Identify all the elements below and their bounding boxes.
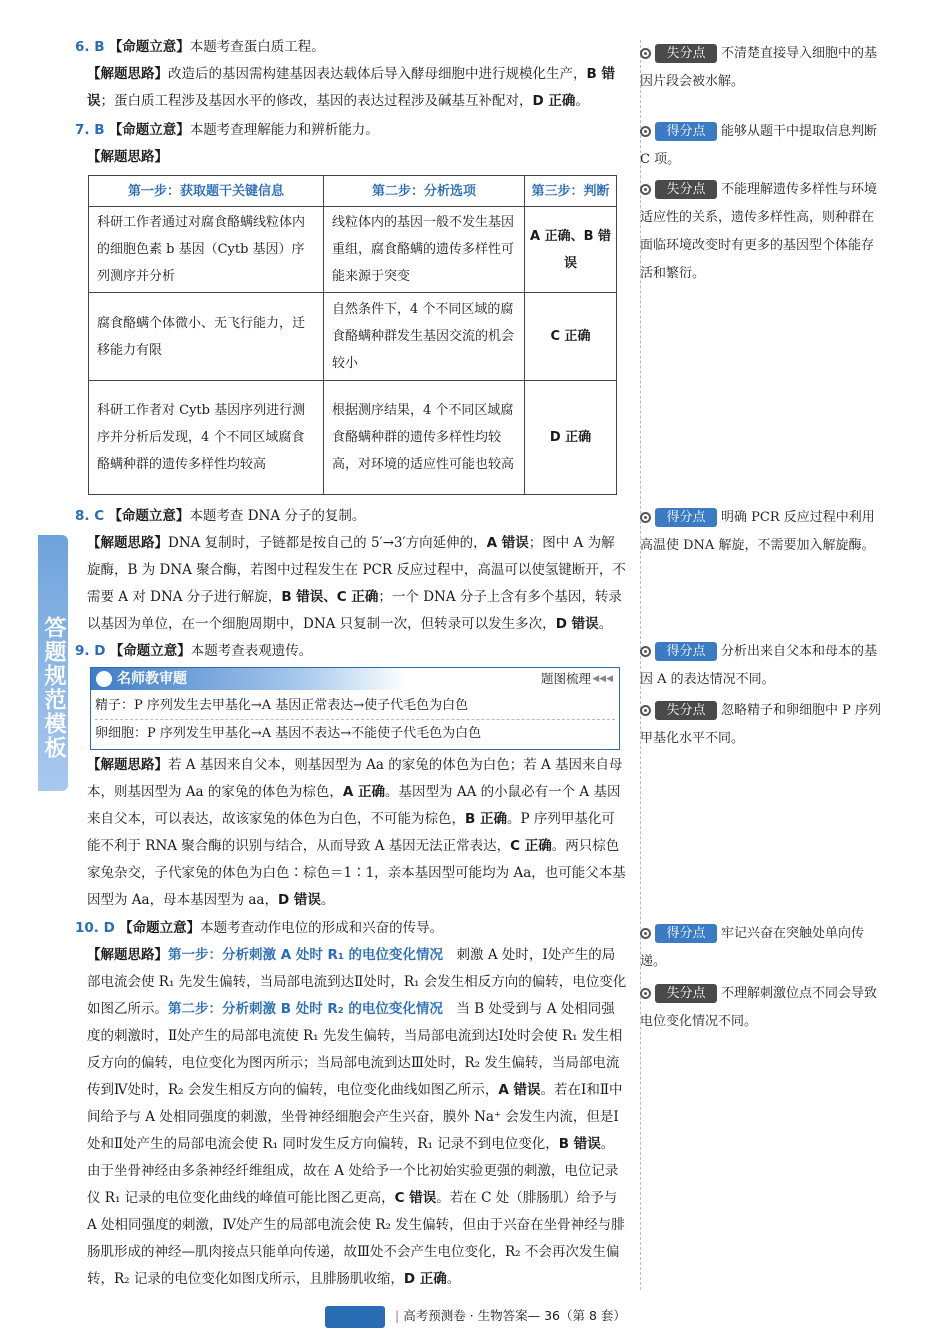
thinking-label: 【解题思路】 [87,757,168,773]
thinking-text: 。P 序列甲基化可能不利于 RNA 聚合酶的识别与结合，从而导致 A 基因无法正常表达， [87,811,615,854]
thinking-text: DNA 复制时，子链都是按自己的 5′→3′方向延伸的， [168,535,487,551]
table-cell: A 正确、B 错误 [525,207,617,293]
question-8 [75,503,627,530]
intent-text: 本题考查表观遗传。 [190,643,313,659]
sidenote [640,920,885,976]
thinking-text: 。 [575,93,589,109]
question-number: 6. B [75,39,105,55]
thinking-text: 改造后的基因需构建基因表达载体后导入酵母细胞中进行规模化生产， [168,66,587,82]
verdict: D 错误 [277,892,321,908]
table-cell: 自然条件下，4 个不同区域的腐食酪螨种群发生基因交流的机会较小 [324,293,525,381]
sidenote-text: 能够从题干中提取信息判断 C 项。 [640,124,878,167]
thinking-text: 刺激 A 处时，Ⅰ处产生的局部电流会使 R₁ 先发生偏转，当局部电流到达Ⅱ处时，R₁ 会发生相反方向的偏转，电位变化如图乙所示。 [87,947,627,1017]
thinking-text: 。若在Ⅰ和Ⅱ中间给予与 A 处相同强度的刺激，坐骨神经细胞会产生兴奋，膜外 Na⁺ 会发生内流，但是Ⅰ处和Ⅱ处产生的局部电流会使 R₁ 同时发生反方向偏转，R₁ 记录不到电位变化， [87,1082,623,1152]
teacher-review-box [90,667,620,750]
table-header: 第三步：判断 [525,176,617,207]
teacher-icon [96,671,112,687]
sidenote [640,980,885,1036]
thinking-text: ；蛋白质工程涉及基因水平的修改，基因的表达过程涉及碱基互补配对， [100,93,533,109]
thinking-text: ；一个 DNA 分子上含有多个基因，转录以基因为单位，在一个细胞周期中，DNA 只复制一次，但转录可以发生多次， [87,589,622,632]
thinking-label: 【解题思路】 [87,149,168,165]
thinking-text: 。两只棕色家兔杂交，子代家兔的体色为白色∶棕色＝1∶1，亲本基因型可能均为 Aa，也可能父本基因型为 Aa，母本基因型为 aa， [87,838,626,908]
question-10-thinking [75,942,627,1293]
table-row [89,293,617,381]
table-cell: C 正确 [525,293,617,381]
sidenote-text: 不能理解遗传多样性与环境适应性的关系，遗传多样性高，则种群在面临环境改变时有更多的基因型个体能存活和繁衍。 [640,182,878,281]
answer-column [75,34,627,1293]
sidenote [640,504,885,560]
question-9-thinking [75,752,627,914]
question-6 [75,34,627,61]
verdict: B 正确 [465,811,507,827]
verdict: B 错误 [558,1136,601,1152]
table-cell: 根据测序结果，4 个不同区域腐食酪螨种群的遗传多样性均较高，对环境的适应性可能也较高 [324,381,525,495]
verdict: A 正确 [342,784,386,800]
review-line: 卵细胞：P 序列发生甲基化→A 基因不表达→不能使子代毛色为白色 [95,726,482,741]
sidenote [640,176,885,288]
thinking-text: 。 [320,892,335,908]
thinking-text: 。由于坐骨神经由多条神经纤维组成，故在 A 处给予一个比初始实验更强的刺激，电位记录仪 R₁ 记录的电位变化曲线的峰值可能比图乙更高， [87,1136,619,1206]
intent-label: 【命题立意】 [108,122,190,138]
arrows-icon: ◀◀◀ [592,674,613,684]
bullet-icon [640,988,651,999]
intent-label: 【命题立意】 [108,39,190,55]
thinking-text: 。 [598,616,613,632]
thinking-text: ；图中 A 为解旋酶，B 为 DNA 聚合酶，若图中过程发生在 PCR 反应过程中，高温可以使氢键断开，不需要 A 对 DNA 分子进行解旋， [87,535,626,605]
question-10 [75,915,627,942]
verdict: A 错误 [498,1082,541,1098]
verdict: B 错误 [87,66,615,109]
teacher-review-body [91,690,619,749]
table-row [89,381,617,495]
intent-text: 本题考查动作电位的形成和兴奋的传导。 [200,920,444,936]
bullet-icon [640,928,651,939]
thinking-label: 【解题思路】 [87,66,168,82]
table-cell: D 正确 [525,381,617,495]
table-header: 第一步：获取题干关键信息 [89,176,324,207]
question-9 [75,638,627,665]
table-header: 第二步：分析选项 [324,176,525,207]
verdict: A 错误 [486,535,529,551]
sidenote [640,697,885,753]
table-row [89,207,617,293]
bullet-icon [640,646,651,657]
thinking-label: 【解题思路】 [87,535,168,551]
thinking-label: 【解题思路】 [87,947,168,963]
verdict: D 正确 [403,1271,447,1287]
thinking-text: 。基因型为 AA 的小鼠必有一个 A 基因来自父本，可以表达，故该家兔的体色为白色，不可能为棕色， [87,784,621,827]
sidenote-text: 分析出来自父本和母本的基因 A 的表达情况不同。 [640,644,878,687]
question-7 [75,117,627,144]
bullet-icon [640,48,651,59]
sidenote [640,118,885,174]
question-7-thinking [75,144,627,171]
table-cell: 线粒体内的基因一般不发生基因重组，腐食酪螨的遗传多样性可能来源于突变 [324,207,525,293]
question-6-thinking [75,61,627,115]
side-tab-label: 答题规范模板 [38,535,68,791]
intent-text: 本题考查理解能力和辨析能力。 [189,122,379,138]
sidenote [640,638,885,694]
verdict: D 正确 [532,93,576,109]
question-8-thinking [75,530,627,638]
analysis-table [88,175,617,495]
footer-divider: | [394,1308,400,1323]
lose-point-tag: 失分点 [655,44,717,63]
bullet-icon [640,512,651,523]
table-cell: 科研工作者通过对腐食酪螨线粒体内的细胞色素 b 基因（Cytb 基因）序列测序并分析 [89,207,324,293]
question-number: 10. D [75,920,115,936]
intent-label: 【命题立意】 [119,920,201,936]
intent-label: 【命题立意】 [109,643,191,659]
lose-point-tag: 失分点 [655,180,717,199]
thinking-text: 当 B 处受到与 A 处相同强度的刺激时，Ⅱ处产生的局部电流使 R₁ 先发生偏转，当局部电流到达Ⅰ处时会使 R₁ 发生相反方向的偏转，电位变化为图丙所示；当局部电流到达Ⅲ处时，R₂ 发生偏转，当局部电流传到Ⅳ处时，R₂ 会发生相反方向的偏转，电位变化曲线如图乙所示， [87,1001,623,1098]
footer-text: 高考预测卷 · 生物答案— 36（第 8 套） [403,1308,626,1323]
sidenote-text: 明确 PCR 反应过程中利用高温使 DNA 解旋，不需要加入解旋酶。 [640,510,875,553]
bullet-icon [640,705,651,716]
table-cell: 腐食酪螨个体微小、无飞行能力，迁移能力有限 [89,293,324,381]
sidenote-text: 不清楚直接导入细胞中的基因片段会被水解。 [640,46,878,89]
table-cell: 科研工作者对 Cytb 基因序列进行测序并分析后发现，4 个不同区域腐食酪螨种群的遗传多样性均较高 [89,381,324,495]
sidenote-text: 不理解刺激位点不同会导致电位变化情况不同。 [640,986,878,1029]
gain-point-tag: 得分点 [655,508,717,527]
step-heading: 第二步：分析刺激 B 处时 R₂ 的电位变化情况 [168,1001,443,1017]
gain-point-tag: 得分点 [655,122,717,141]
bullet-icon [640,184,651,195]
intent-label: 【命题立意】 [108,508,190,524]
question-number: 8. C [75,508,105,524]
teacher-review-title: 名师教审题 [117,671,187,687]
verdict: C 正确 [510,838,552,854]
intent-text: 本题考查 DNA 分子的复制。 [189,508,366,524]
thinking-text: 若 A 基因来自父本，则基因型为 Aa 的家兔的体色为白色；若 A 基因来自母本，则基因型为 Aa 的家兔的体色为棕色， [87,757,623,800]
page-footer [325,1304,626,1328]
verdict: B 错误、C 正确 [281,589,379,605]
gain-point-tag: 得分点 [655,642,717,661]
verdict: D 错误 [555,616,599,632]
verdict: C 错误 [394,1190,437,1206]
bullet-icon [640,126,651,137]
intent-text: 本题考查蛋白质工程。 [189,39,325,55]
teacher-review-subtitle: 题图梳理 [540,671,591,686]
lose-point-tag: 失分点 [655,701,717,720]
sidenote [640,40,885,96]
question-number: 7. B [75,122,105,138]
lose-point-tag: 失分点 [655,984,717,1003]
thinking-text: 。若在 C 处（腓肠肌）给予与 A 处相同强度的刺激，Ⅳ处产生的局部电流会使 R₂ 发生偏转，但由于兴奋在坐骨神经与腓肠肌形成的神经—肌肉接点只能单向传递，故Ⅲ处不会产生电位变化，R₂ 不会再次发生偏转，R₂ 记录的电位变化如图戊所示，且腓肠肌收缩， [87,1190,625,1287]
sidenote-text: 牢记兴奋在突触处单向传递。 [640,926,865,969]
publisher-logo [325,1306,385,1328]
review-line: 精子：P 序列发生去甲基化→A 基因正常表达→使子代毛色为白色 [95,692,615,720]
teacher-review-header [91,668,619,690]
step-heading: 第一步：分析刺激 A 处时 R₁ 的电位变化情况 [168,947,444,963]
thinking-text: 。 [446,1271,461,1287]
gain-point-tag: 得分点 [655,924,717,943]
table-header-row [89,176,617,207]
question-number: 9. D [75,643,106,659]
sidenote-text: 忽略精子和卵细胞中 P 序列甲基化水平不同。 [640,703,882,746]
